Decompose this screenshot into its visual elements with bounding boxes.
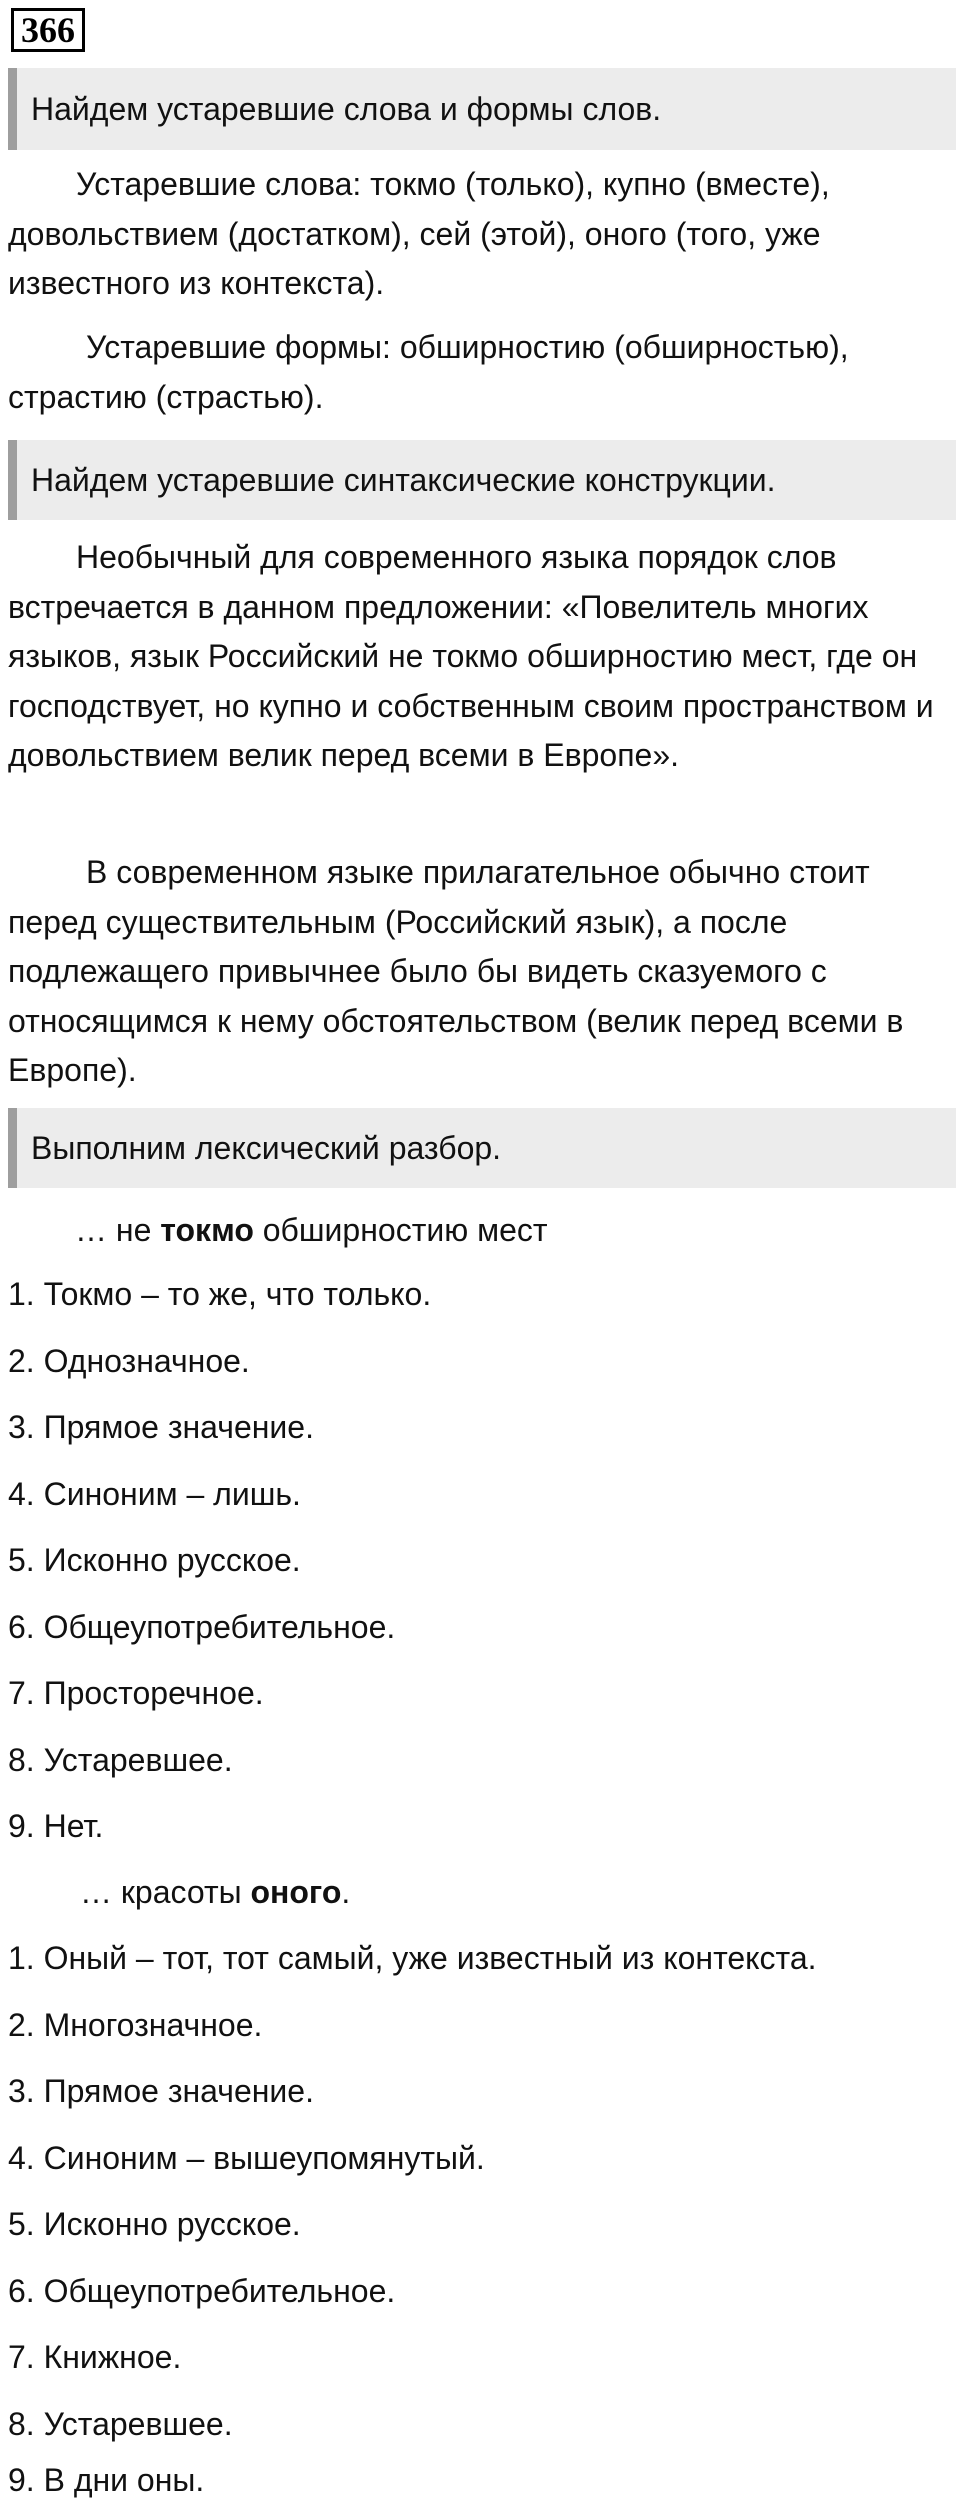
list-item: 4. Синоним – лишь. xyxy=(8,1476,301,1512)
list-item: 8. Устаревшее. xyxy=(8,1742,233,1778)
section-heading-obsolete-words: Найдем устаревшие слова и формы слов. xyxy=(8,68,956,150)
paragraph-obsolete-forms: Устаревшие формы: обширностию (обширностью), страстию (страстью). xyxy=(8,329,849,415)
example-prefix: … не xyxy=(75,1212,161,1248)
paragraph-word-order: Необычный для современного языка порядок слов встречается в данном предложении: «Повелитель многих языков, язык Российский не токмо обширностию мест, где он господствует, но купно и собственным своим пространством и довольствием велик перед всеми в Европе». xyxy=(8,539,934,773)
example-keyword: токмо xyxy=(160,1212,254,1248)
list-item: 5. Исконно русское. xyxy=(8,1542,301,1578)
list-item: 4. Синоним – вышеупомянутый. xyxy=(8,2140,485,2176)
paragraph-modern-order: В современном языке прилагательное обычно стоит перед существительным (Российский язык), а после подлежащего привычнее было бы видеть сказуемого с относящимся к нему обстоятельством (велик перед всеми в Европе). xyxy=(8,854,904,1088)
list-item: 1. Токмо – то же, что только. xyxy=(8,1276,432,1312)
list-item: 7. Книжное. xyxy=(8,2339,182,2375)
example-keyword: оного xyxy=(250,1874,342,1910)
list-item: 7. Просторечное. xyxy=(8,1675,264,1711)
list-item: 2. Однозначное. xyxy=(8,1343,250,1379)
section-heading-lexical: Выполним лексический разбор. xyxy=(8,1108,956,1188)
list-item: 8. Устаревшее. xyxy=(8,2406,233,2442)
list-item: 3. Прямое значение. xyxy=(8,1409,314,1445)
list-item: 5. Исконно русское. xyxy=(8,2206,301,2242)
list-item: 9. В дни оны. xyxy=(8,2462,205,2498)
list-item: 9. Нет. xyxy=(8,1808,104,1844)
example-suffix: . xyxy=(341,1874,351,1910)
list-item: 2. Многозначное. xyxy=(8,2007,263,2043)
list-item: 1. Оный – тот, тот самый, уже известный из контекста. xyxy=(8,1940,817,1976)
example-prefix: … красоты xyxy=(80,1874,251,1910)
example-suffix: обширностию мест xyxy=(253,1212,548,1248)
list-item: 6. Общеупотребительное. xyxy=(8,2273,396,2309)
lexical-example-2 xyxy=(80,1872,350,1912)
task-number: 366 xyxy=(11,8,85,52)
section-heading-syntax: Найдем устаревшие синтаксические конструкции. xyxy=(8,440,956,520)
lexical-example-1 xyxy=(75,1210,548,1250)
list-item: 3. Прямое значение. xyxy=(8,2073,314,2109)
paragraph-obsolete-words: Устаревшие слова: токмо (только), купно (вместе), довольствием (достатком), сей (этой), оного (того, уже известного из контекста). xyxy=(8,166,830,301)
list-item: 6. Общеупотребительное. xyxy=(8,1609,396,1645)
